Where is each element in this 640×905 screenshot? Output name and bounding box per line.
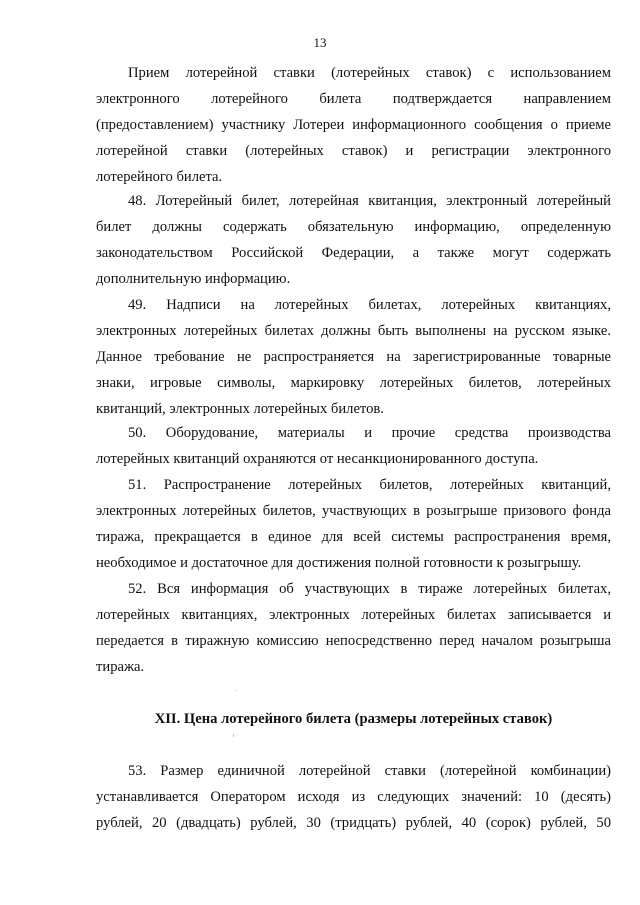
- paragraph-line: дополнительную информацию.: [96, 271, 291, 287]
- paragraph-line: необходимое и достаточное для достижения полной готовности к розыгрышу.: [96, 555, 582, 571]
- paragraph-49: [96, 292, 611, 422]
- paragraph-line: билет должны содержать обязательную информацию, определенную: [96, 219, 611, 235]
- paragraph-line: Данное требование не распространяется на зарегистрированные товарные: [96, 349, 611, 365]
- paragraph-line: 48. Лотерейный билет, лотерейная квитанция, электронный лотерейный: [128, 193, 611, 209]
- paragraph-line: устанавливается Оператором исходя из следующих значений: 10 (десять): [96, 789, 611, 805]
- paragraph-line: электронных лотерейных билетов, участвующих в розыгрыше призового фонда: [96, 503, 611, 519]
- paragraph-line: Прием лотерейной ставки (лотерейных ставок) с использованием: [128, 65, 611, 81]
- paragraph-line: тиража, прекращается в единое для всей системы распространения время,: [96, 529, 611, 545]
- paragraph-51: [96, 472, 611, 576]
- paragraph-line: 52. Вся информация об участвующих в тираже лотерейных билетах,: [128, 581, 611, 597]
- paragraph-line: квитанций, электронных лотерейных билетов.: [96, 401, 384, 417]
- scan-speck: [233, 734, 234, 737]
- paragraph-line: 49. Надписи на лотерейных билетах, лотерейных квитанциях,: [128, 297, 611, 313]
- paragraph-line: электронного лотерейного билета подтверждается направлением: [96, 91, 611, 107]
- paragraph-50: [96, 420, 611, 472]
- page-number: 13: [313, 35, 327, 50]
- paragraph-line: (предоставлением) участнику Лотереи информационного сообщения о приеме: [96, 117, 611, 133]
- paragraph-48: [96, 188, 611, 292]
- paragraph-line: законодательством Российской Федерации, а также могут содержать: [96, 245, 611, 261]
- paragraph-line: 51. Распространение лотерейных билетов, лотерейных квитанций,: [128, 477, 611, 493]
- paragraph-line: лотерейных квитанциях, электронных лотерейных билетах записывается и: [96, 607, 611, 623]
- paragraph-electronic-ticket-confirmation: [96, 60, 611, 190]
- paragraph-line: лотерейной ставки (лотерейных ставок) и регистрации электронного: [96, 143, 611, 159]
- paragraph-line: лотерейного билета.: [96, 169, 223, 185]
- paragraph-line: электронных лотерейных билетах должны быть выполнены на русском языке.: [96, 323, 611, 339]
- paragraph-line: рублей, 20 (двадцать) рублей, 30 (тридцать) рублей, 40 (сорок) рублей, 50: [96, 815, 611, 831]
- paragraph-line: 53. Размер единичной лотерейной ставки (лотерейной комбинации): [128, 763, 611, 779]
- paragraph-line: 50. Оборудование, материалы и прочие средства производства: [128, 425, 611, 441]
- paragraph-52: [96, 576, 611, 680]
- paragraph-line: лотерейных квитанций охраняются от несанкционированного доступа.: [96, 451, 539, 467]
- paragraph-line: знаки, игровые символы, маркировку лотерейных билетов, лотерейных: [96, 375, 611, 391]
- scan-speck: [236, 690, 237, 691]
- section-heading: XII. Цена лотерейного билета (размеры лотерейных ставок): [154, 711, 553, 727]
- paragraph-line: тиража.: [96, 659, 145, 675]
- paragraph-53: [96, 758, 611, 836]
- paragraph-line: передается в тиражную комиссию непосредственно перед началом розыгрыша: [96, 633, 611, 649]
